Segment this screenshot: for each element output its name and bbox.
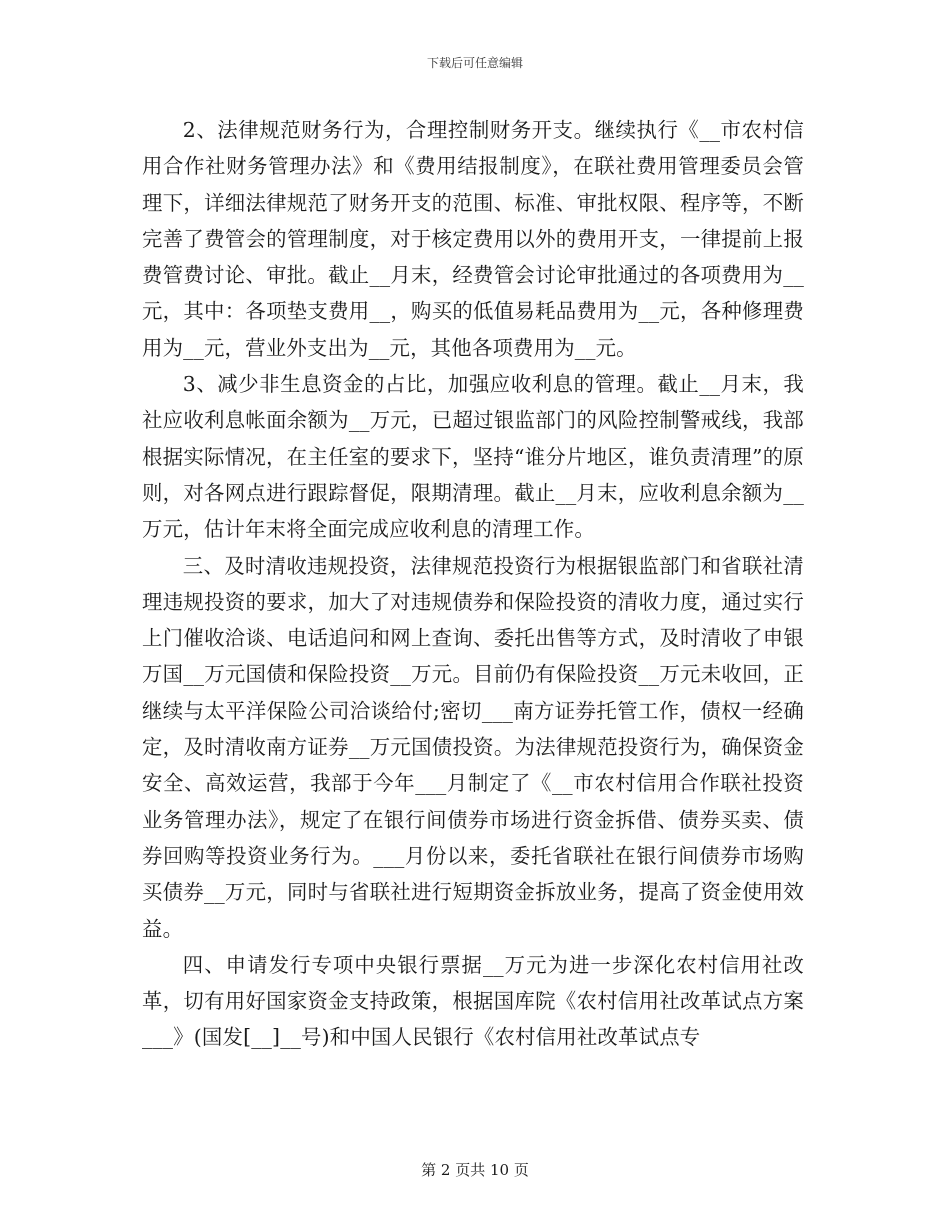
paragraph-finance-control: 2、法律规范财务行为，合理控制财务开支。继续执行《__市农村信用合作社财务管理办法》和《费用结报制度》，在联社费用管理委员会管理下，详细法律规范了财务开支的范围、标准、审批权限、程序等，不断完善了费管会的管理制度，对于核定费用以外的费用开支，一律提前上报费管费讨论、审批。截止__月末，经费管会讨论审批通过的各项费用为__元，其中：各项垫支费用__，购买的低值易耗品费用为__元，各种修理费用为__元，营业外支出为__元，其他各项费用为__元。 (142, 118, 804, 360)
paragraph-central-bank-bills: 四、申请发行专项中央银行票据__万元为进一步深化农村信用社改革，切有用好国家资金支持政策，根据国库院《农村信用社改革试点方案___》(国发[__]__号)和中国人民银行《农村信用社改革试点专 (142, 952, 804, 1050)
page-header: 下载后可任意编辑 (426, 56, 523, 70)
document-body (142, 112, 804, 1056)
paragraph-investment-recovery: 三、及时清收违规投资，法律规范投资行为根据银监部门和省联社清理违规投资的要求，加大了对违规债券和保险投资的清收力度，通过实行上门催收洽谈、电话追问和网上查询、委托出售等方式，及时清收了申银万国__万元国债和保险投资__万元。目前仍有保险投资__万元未收回，正继续与太平洋保险公司洽谈给付;密切___南方证券托管工作，债权一经确定，及时清收南方证券__万元国债投资。为法律规范投资行为，确保资金安全、高效运营，我部于今年___月制定了《__市农村信用合作联社投资业务管理办法》，规定了在银行间债券市场进行资金拆借、债券买卖、债券回购等投资业务行为。___月份以来，委托省联社在银行间债券市场购买债券__万元，同时与省联社进行短期资金拆放业务，提高了资金使用效益。 (142, 553, 804, 941)
paragraph-interest-receivable: 3、减少非生息资金的占比，加强应收利息的管理。截止__月末，我社应收利息帐面余额为__万元，已超过银监部门的风险控制警戒线，我部根据实际情况，在主任室的要求下，坚持“谁分片地区，谁负责清理”的原则，对各网点进行跟踪督促，限期清理。截止__月末，应收利息余额为__万元，估计年末将全面完成应收利息的清理工作。 (142, 372, 804, 542)
page-number: 第 2 页共 10 页 (421, 1161, 529, 1179)
